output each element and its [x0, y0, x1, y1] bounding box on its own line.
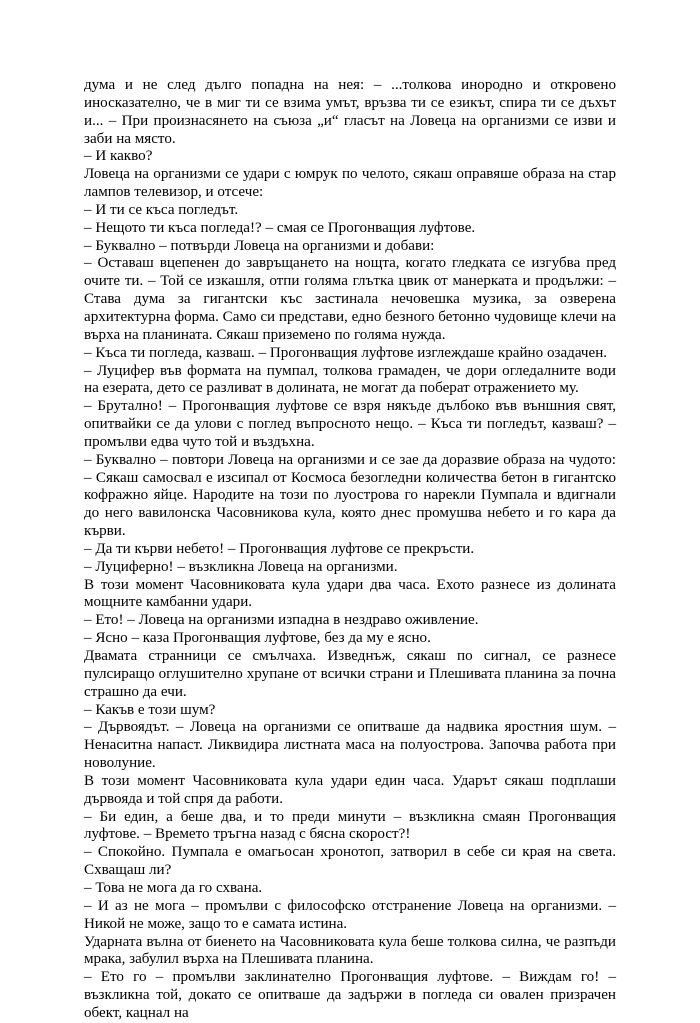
- paragraph: В този момент Часовниковата кула удари два часа. Ехото разнесе из долината мощните камбанни удари.: [84, 576, 616, 611]
- paragraph: – Буквално – повтори Ловеца на организми и се зае да доразвие образа на чудото: – Сякаш самосвал е изсипал от Космоса безогледни количества бетон в гигантско кофражно яйце. Народите на този по луострова го нарекли Пумпала и вдигнали до него вавилонска Часовникова кула, която днес промушва небето и го кара да кърви.: [84, 451, 616, 540]
- paragraph: – Къса ти погледа, казваш. – Прогонващия луфтове изглеждаше крайно озадачен.: [84, 344, 608, 361]
- paragraph: – Да ти кърви небето! – Прогонващия луфтове се прекръсти.: [84, 540, 475, 557]
- paragraph: – Това не мога да го схвана.: [84, 879, 263, 896]
- paragraph: – Ето го – промълви заклинателно Прогонващия луфтове. – Виждам го! – възкликна той, докато се опитваше да задържи в погледа си овален призрачен обект, кацнал на: [84, 969, 616, 1021]
- paragraph: – Оставаш вцепенен до завръщането на нощта, когато гледката се изгубва пред очите ти. – Той се изкашля, отпи голяма глътка цвик от манерката и продължи: – Става дума за гигантски къс застинала нечовешка музика, за озверена архитектурна форма. Само си представи, едно безного бетонно чудовище клечи на върха на планината. Сякаш приземено по голяма нужда.: [84, 255, 616, 343]
- paragraph: – И какво?: [84, 148, 153, 165]
- paragraph: Ловеца на организми се удари с юмрук по челото, сякаш оправяше образа на стар лампов телевизор, и отсече:: [84, 166, 616, 201]
- paragraph: – Луциферно! – възкликна Ловеца на организми.: [84, 558, 398, 575]
- paragraph: – Ясно – каза Прогонващия луфтове, без да му е ясно.: [84, 630, 431, 647]
- paragraph: – И ти се къса погледът.: [84, 201, 239, 218]
- paragraph: – Какъв е този шум?: [84, 701, 216, 718]
- paragraph: дума и не след дълго попадна на нея: – ...толкова инородно и откровено иносказателно, че в миг ти се взима умът, връзва ти се езикът, спира ти се дъхът и... – При произнасянето на съюза „и“ гласът на Ловеца на организми се изви и заби на място.: [84, 77, 616, 147]
- paragraph: – Буквално – потвърди Ловеца на организми и добави:: [84, 237, 435, 254]
- paragraph: Двамата странници се смълчаха. Изведнъж, сякаш по сигнал, се разнесе пулсиращо оглушително хрупане от всички страни и Плешивата планина за почна страшно да ечи.: [84, 648, 616, 700]
- document-page: [84, 77, 616, 1023]
- paragraph: – Нещото ти къса погледа!? – смая се Прогонващия луфтове.: [84, 219, 476, 236]
- paragraph: – Брутално! – Прогонващия луфтове се взря някъде дълбоко във външния свят, опитвайки се да улови с поглед въпросното нещо. – Къса ти погледът, казваш? – промълви едва чуто той и въздъхна.: [84, 398, 616, 450]
- paragraph: – И аз не мога – промълви с философско отстранение Ловеца на организми. – Никой не може, защо то е самата истина.: [84, 897, 616, 932]
- paragraph: – Ето! – Ловеца на организми изпадна в нездраво оживление.: [84, 612, 479, 629]
- paragraph: – Би един, а беше два, и то преди минути – възкликна смаян Прогонващия луфтове. – Времето тръгна назад с бясна скорост?!: [84, 808, 616, 843]
- paragraph: – Спокойно. Пумпала е омагьосан хронотоп, затворил в себе си края на света. Схващаш ли?: [84, 844, 616, 879]
- paragraph: В този момент Часовниковата кула удари един часа. Ударът сякаш подплаши дървояда и той спря да работи.: [84, 772, 616, 807]
- paragraph: Ударната вълна от биенето на Часовниковата кула беше толкова силна, че разпъди мрака, забулил върха на Плешивата планина.: [84, 933, 616, 968]
- paragraph: – Дървоядът. – Ловеца на организми се опитваше да надвика яростния шум. – Ненаситна напаст. Ликвидира листната маса на полуострова. Започва работа при новолуние.: [84, 719, 616, 772]
- paragraph: – Луцифер във формата на пумпал, толкова грамаден, че дори огледалните води на езерата, дето се разливат в долината, не могат да поберат отражението му.: [84, 362, 616, 397]
